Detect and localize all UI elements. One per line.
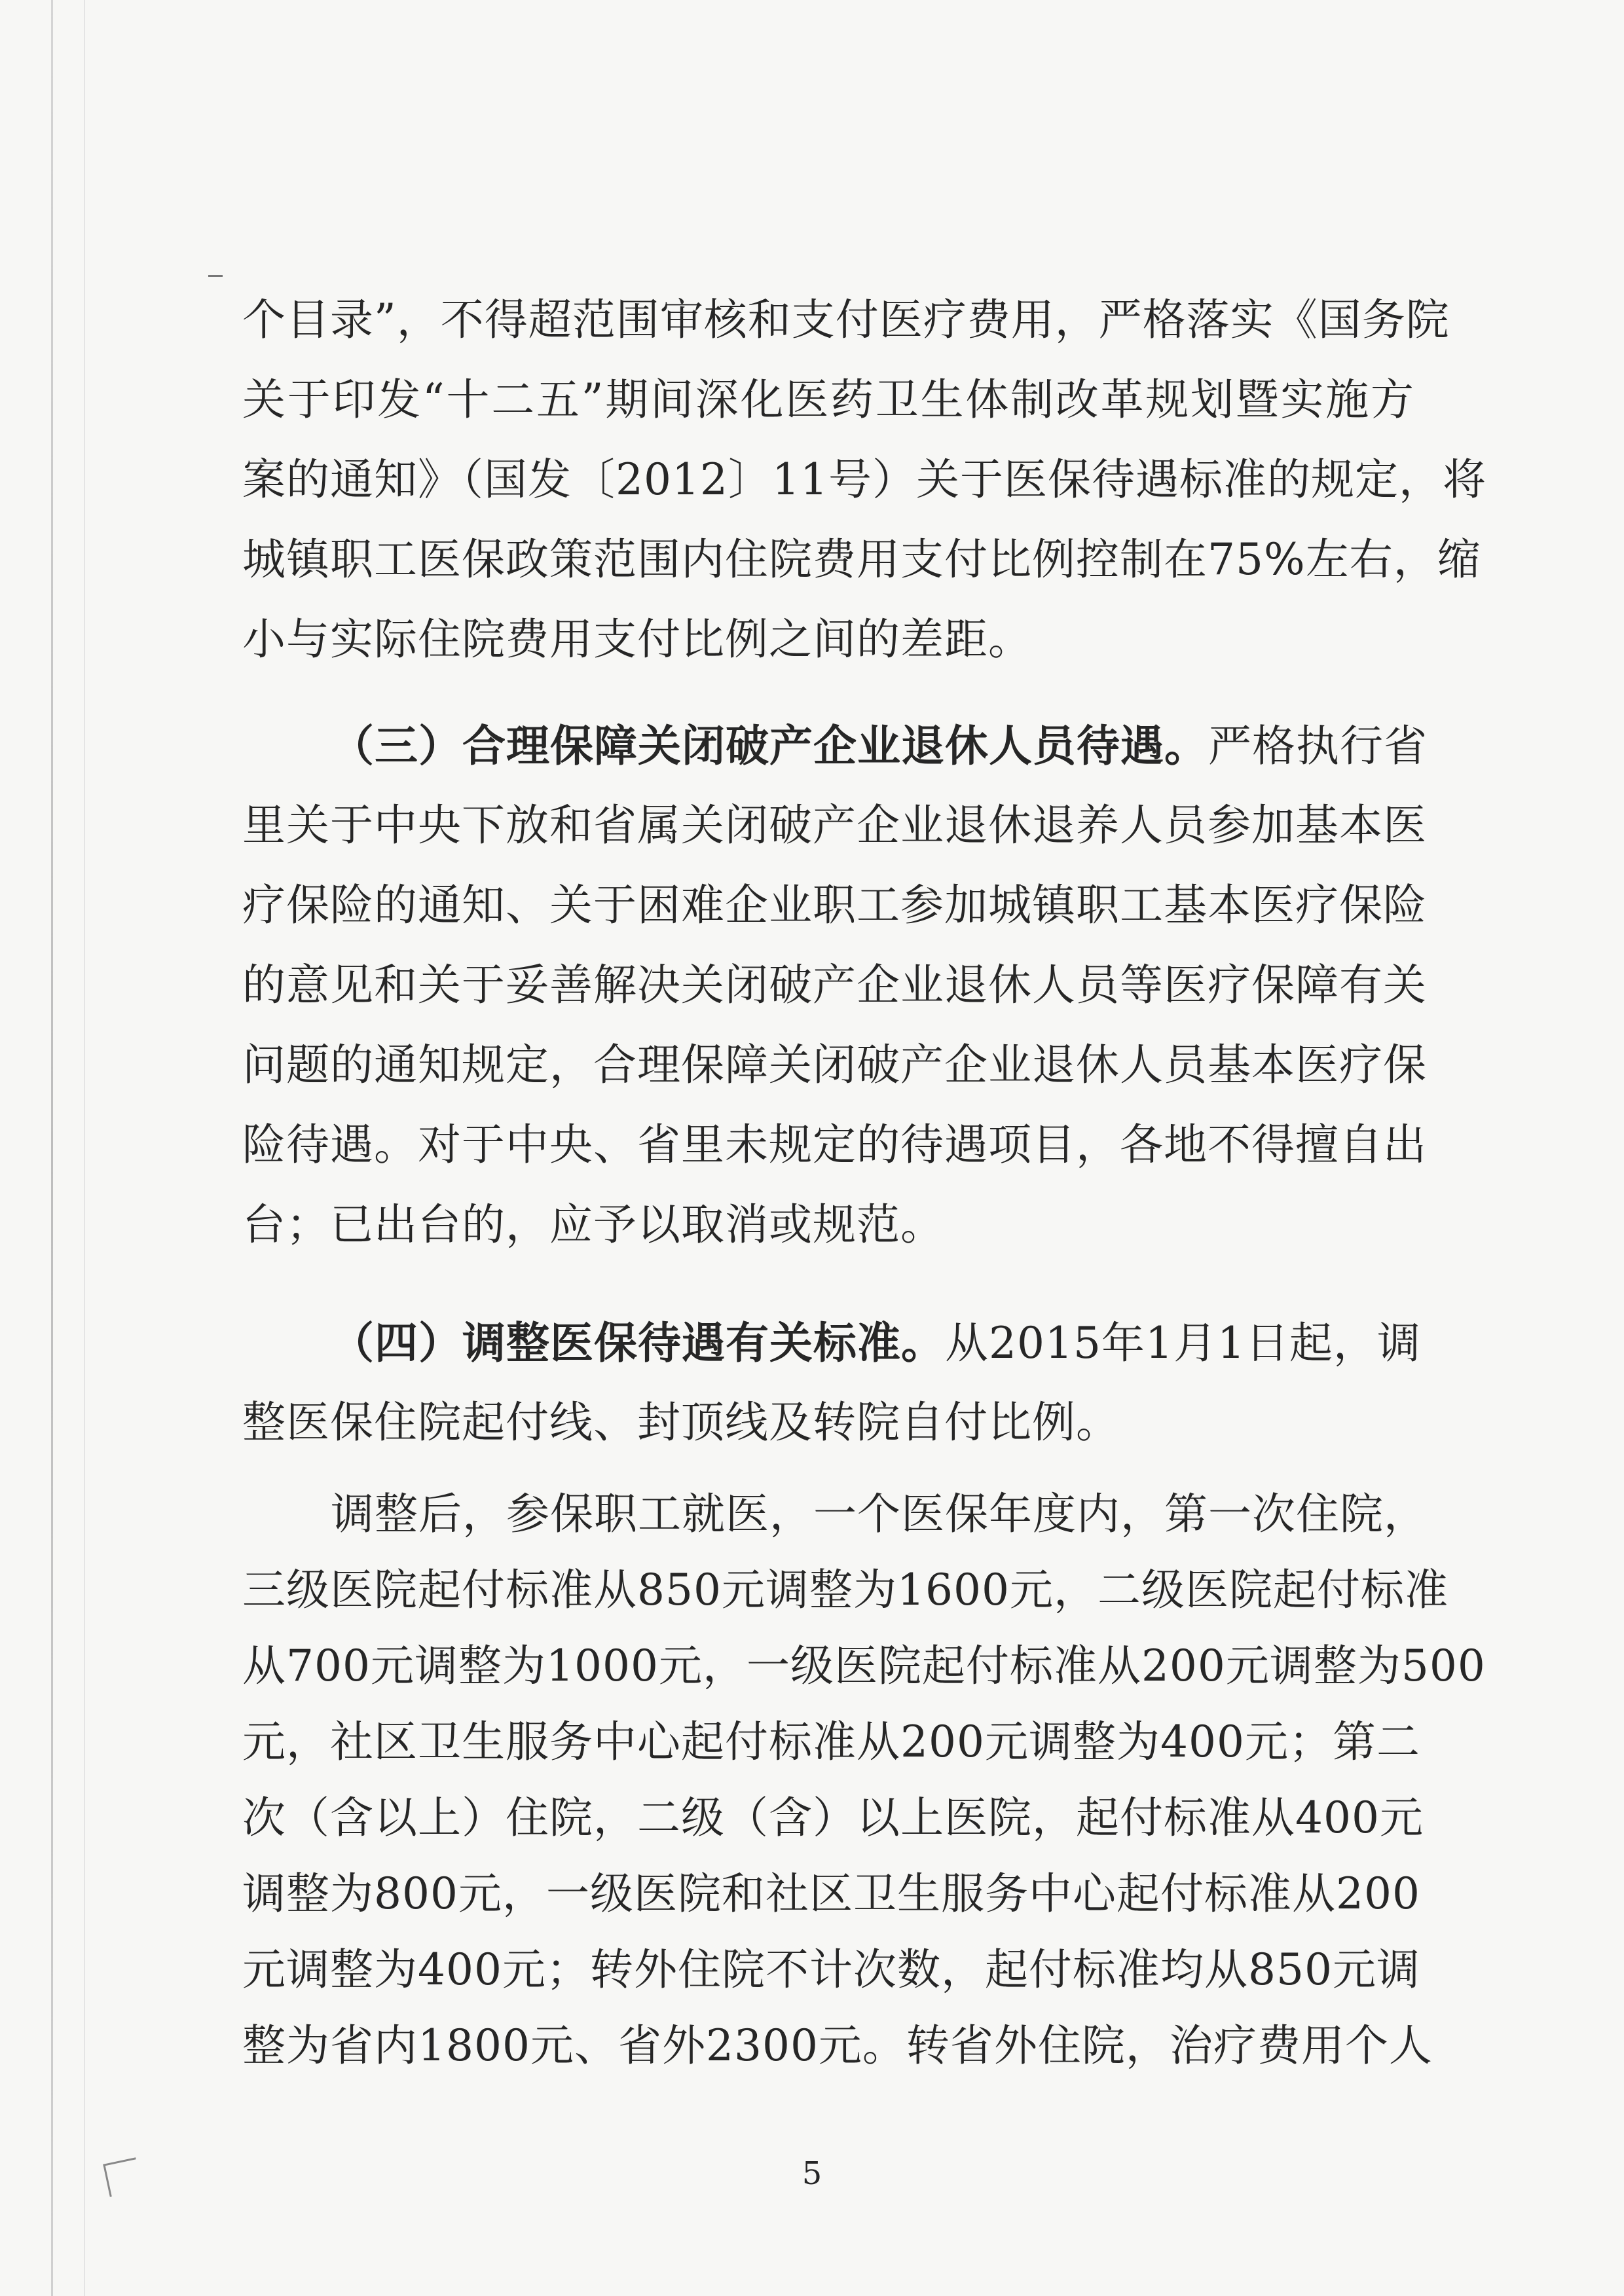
paragraph-2-line-4: 的意见和关于妥善解决关闭破产企业退休人员等医疗保障有关	[242, 960, 1427, 1010]
paragraph-1-line-3: 案的通知》（国发〔2012〕11号）关于医保待遇标准的规定，将	[242, 454, 1486, 505]
paragraph-4-line-8: 整为省内1800元、省外2300元。转省外住院，治疗费用个人	[242, 2020, 1433, 2071]
paragraph-2-line-1	[331, 706, 1428, 786]
paragraph-4-line-1: 调整后，参保职工就医，一个医保年度内，第一次住院，	[331, 1489, 1428, 1539]
paragraph-1-line-2: 关于印发“十二五”期间深化医药卫生体制改革规划暨实施方	[242, 374, 1414, 425]
section-3-heading: （三）合理保障关闭破产企业退休人员待遇。	[331, 720, 1208, 771]
paragraph-1-line-1: 个目录”，不得超范围审核和支付医疗费用，严格落实《国务院	[242, 295, 1450, 345]
paragraph-2-line-2: 里关于中央下放和省属关闭破产企业退休退养人员参加基本医	[242, 800, 1427, 850]
paragraph-4-line-7: 元调整为400元；转外住院不计次数，起付标准均从850元调	[242, 1944, 1420, 1995]
paragraph-2-line-6: 险待遇。对于中央、省里未规定的待遇项目，各地不得擅自出	[242, 1120, 1427, 1170]
paragraph-4-line-6: 调整为800元，一级医院和社区卫生服务中心起付标准从200	[242, 1868, 1420, 1919]
section-4-heading: （四）调整医保待遇有关标准。	[331, 1317, 945, 1368]
paragraph-2-line-7: 台；已出台的，应予以取消或规范。	[242, 1199, 944, 1250]
paragraph-4-line-3: 从700元调整为1000元，一级医院起付标准从200元调整为500	[242, 1641, 1486, 1691]
paragraph-4-line-2: 三级医院起付标准从850元调整为1600元，二级医院起付标准	[242, 1565, 1449, 1615]
paragraph-4-line-4: 元，社区卫生服务中心起付标准从200元调整为400元；第二	[242, 1717, 1420, 1767]
paragraph-2-line-5: 问题的通知规定，合理保障关闭破产企业退休人员基本医疗保	[242, 1040, 1427, 1090]
paragraph-1-line-4: 城镇职工医保政策范围内住院费用支付比例控制在75%左右，缩	[242, 534, 1481, 585]
paragraph-3-line-2: 整医保住院起付线、封顶线及转院自付比例。	[242, 1397, 1120, 1448]
section-3-first-line-text: 严格执行省	[1208, 721, 1428, 771]
section-4-first-line-text: 从2015年1月1日起，调	[945, 1318, 1421, 1368]
page-number: 5	[802, 2155, 822, 2192]
paragraph-3-line-1	[331, 1303, 1421, 1383]
paragraph-4-line-5: 次（含以上）住院，二级（含）以上医院，起付标准从400元	[242, 1793, 1424, 1843]
paragraph-1-line-5: 小与实际住院费用支付比例之间的差距。	[242, 614, 1032, 665]
paragraph-2-line-3: 疗保险的通知、关于困难企业职工参加城镇职工基本医疗保险	[242, 880, 1427, 930]
